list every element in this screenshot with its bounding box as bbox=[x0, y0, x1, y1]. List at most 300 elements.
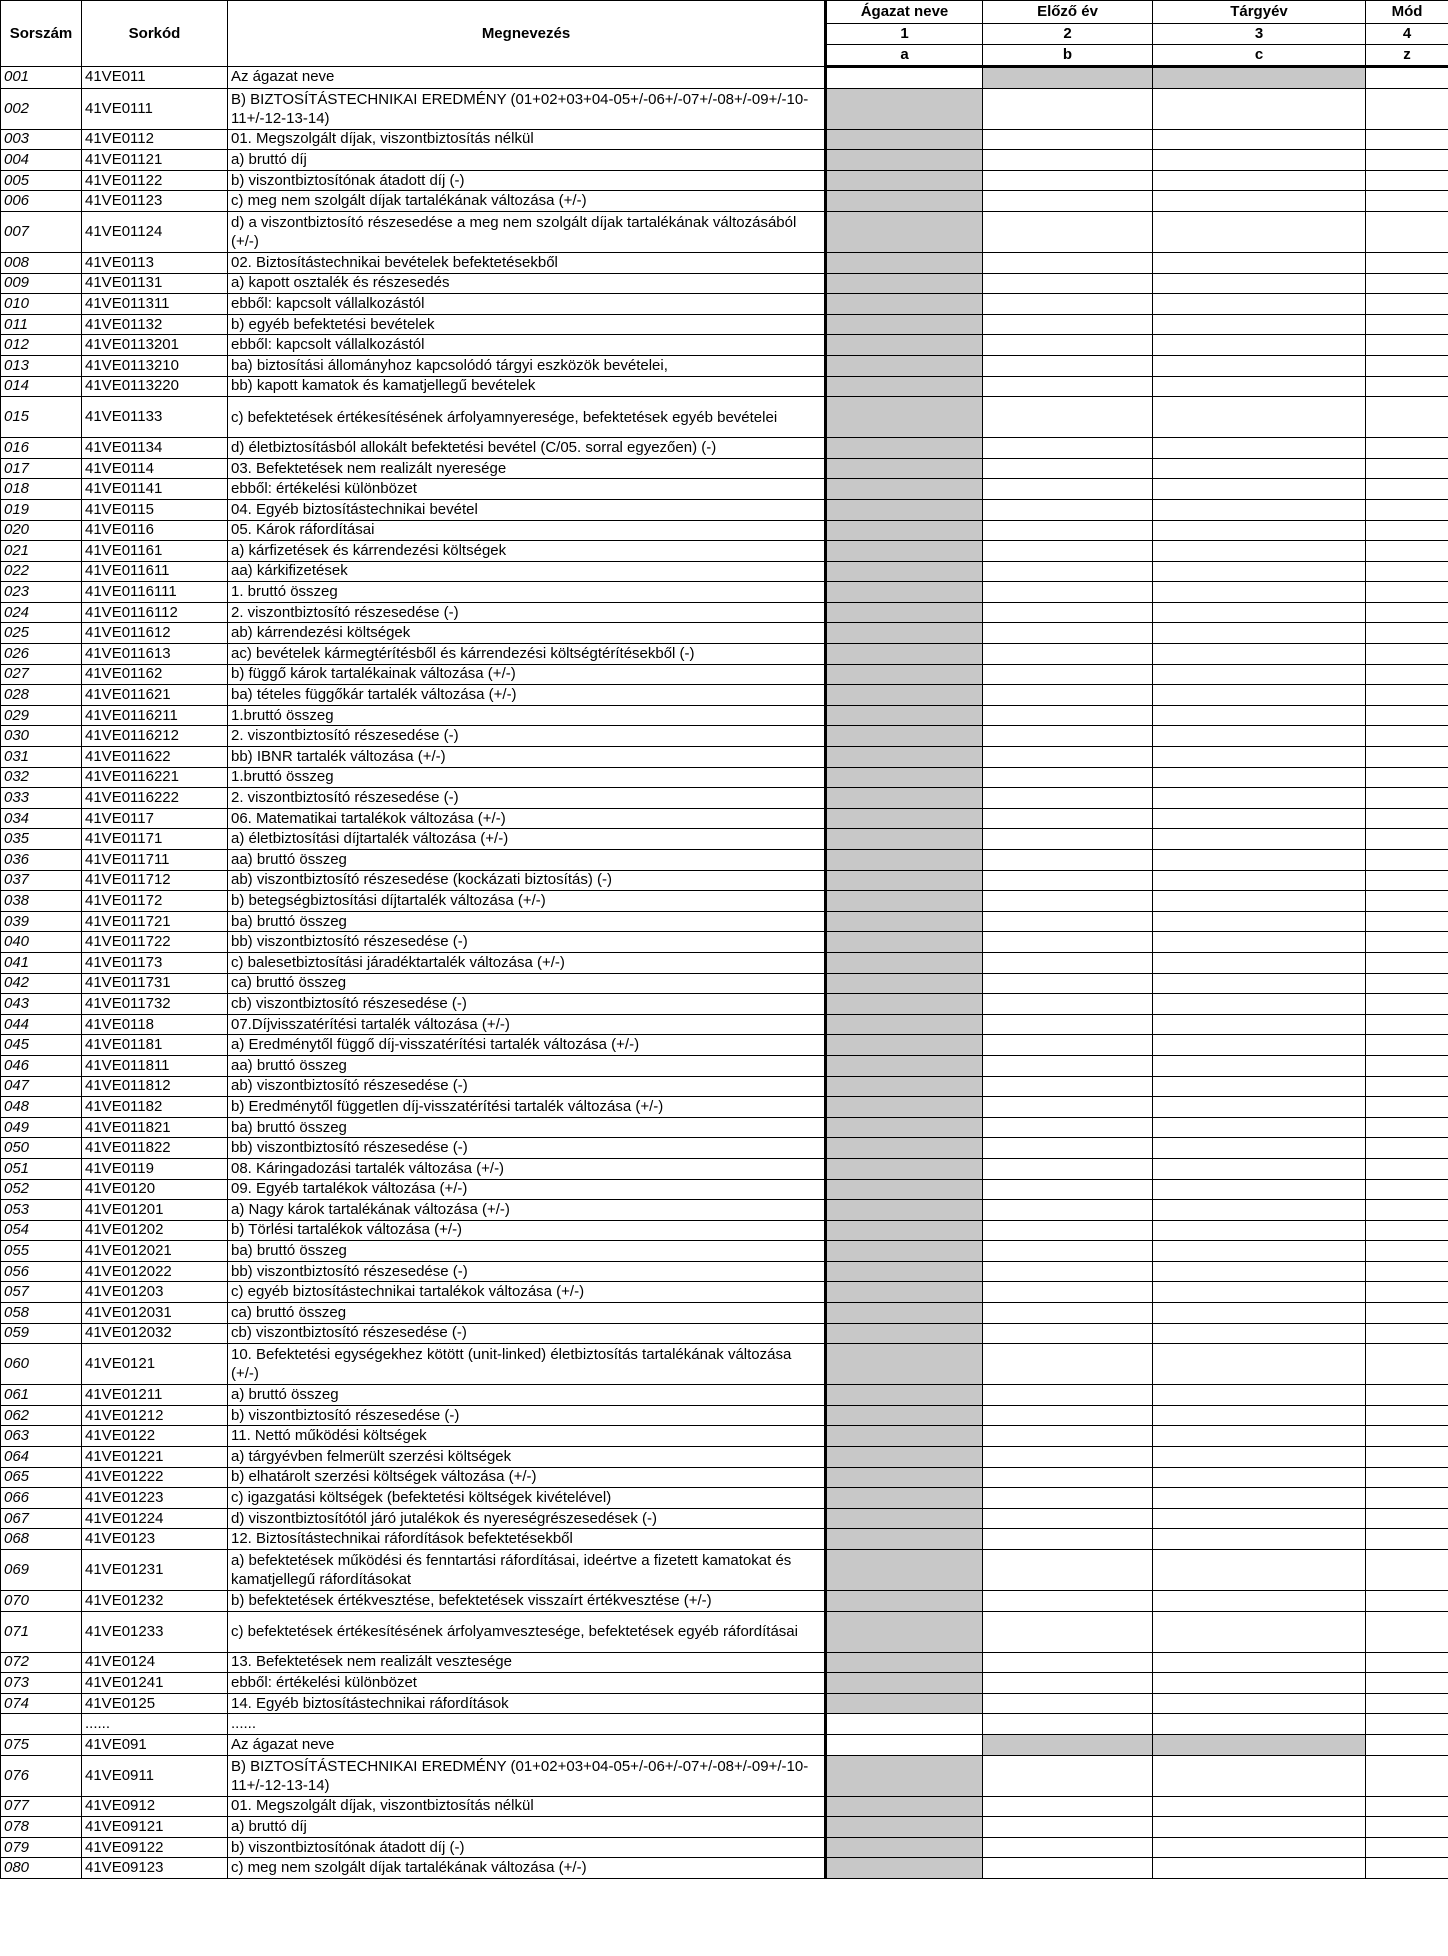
value-cell[interactable] bbox=[1153, 1488, 1366, 1509]
value-cell[interactable] bbox=[1366, 850, 1448, 871]
value-cell[interactable] bbox=[983, 397, 1153, 438]
value-cell[interactable] bbox=[1153, 1508, 1366, 1529]
value-cell[interactable] bbox=[1366, 602, 1448, 623]
value-cell[interactable] bbox=[1153, 1097, 1366, 1118]
value-cell[interactable] bbox=[826, 685, 983, 706]
value-cell[interactable] bbox=[826, 767, 983, 788]
value-cell[interactable] bbox=[983, 499, 1153, 520]
value-cell[interactable] bbox=[983, 1734, 1153, 1755]
value-cell[interactable] bbox=[1153, 1344, 1366, 1385]
value-cell[interactable] bbox=[1153, 67, 1366, 89]
value-cell[interactable] bbox=[983, 438, 1153, 459]
value-cell[interactable] bbox=[1366, 1734, 1448, 1755]
value-cell[interactable] bbox=[1366, 1652, 1448, 1673]
value-cell[interactable] bbox=[1366, 1138, 1448, 1159]
value-cell[interactable] bbox=[983, 685, 1153, 706]
value-cell[interactable] bbox=[1366, 1405, 1448, 1426]
value-cell[interactable] bbox=[1366, 685, 1448, 706]
value-cell[interactable] bbox=[1366, 1858, 1448, 1879]
value-cell[interactable] bbox=[1366, 129, 1448, 150]
value-cell[interactable] bbox=[1153, 1385, 1366, 1406]
value-cell[interactable] bbox=[1366, 767, 1448, 788]
value-cell[interactable] bbox=[826, 1117, 983, 1138]
value-cell[interactable] bbox=[983, 1076, 1153, 1097]
value-cell[interactable] bbox=[983, 273, 1153, 294]
value-cell[interactable] bbox=[826, 1179, 983, 1200]
value-cell[interactable] bbox=[1153, 891, 1366, 912]
value-cell[interactable] bbox=[1366, 1282, 1448, 1303]
value-cell[interactable] bbox=[983, 1529, 1153, 1550]
value-cell[interactable] bbox=[826, 850, 983, 871]
value-cell[interactable] bbox=[1366, 1200, 1448, 1221]
value-cell[interactable] bbox=[1153, 499, 1366, 520]
value-cell[interactable] bbox=[826, 1447, 983, 1468]
value-cell[interactable] bbox=[826, 335, 983, 356]
value-cell[interactable] bbox=[1366, 891, 1448, 912]
value-cell[interactable] bbox=[1153, 479, 1366, 500]
value-cell[interactable] bbox=[983, 1652, 1153, 1673]
value-cell[interactable] bbox=[1366, 541, 1448, 562]
value-cell[interactable] bbox=[1153, 664, 1366, 685]
value-cell[interactable] bbox=[983, 644, 1153, 665]
value-cell[interactable] bbox=[1366, 1837, 1448, 1858]
value-cell[interactable] bbox=[826, 1488, 983, 1509]
value-cell[interactable] bbox=[1366, 994, 1448, 1015]
value-cell[interactable] bbox=[983, 664, 1153, 685]
value-cell[interactable] bbox=[1366, 1241, 1448, 1262]
value-cell[interactable] bbox=[826, 932, 983, 953]
value-cell[interactable] bbox=[826, 1385, 983, 1406]
value-cell[interactable] bbox=[1153, 1035, 1366, 1056]
value-cell[interactable] bbox=[1366, 973, 1448, 994]
value-cell[interactable] bbox=[1153, 170, 1366, 191]
value-cell[interactable] bbox=[826, 541, 983, 562]
value-cell[interactable] bbox=[983, 850, 1153, 871]
value-cell[interactable] bbox=[826, 1261, 983, 1282]
value-cell[interactable] bbox=[826, 191, 983, 212]
value-cell[interactable] bbox=[1153, 1817, 1366, 1838]
value-cell[interactable] bbox=[826, 129, 983, 150]
value-cell[interactable] bbox=[826, 1693, 983, 1714]
value-cell[interactable] bbox=[1153, 1673, 1366, 1694]
value-cell[interactable] bbox=[983, 191, 1153, 212]
value-cell[interactable] bbox=[826, 891, 983, 912]
value-cell[interactable] bbox=[983, 1220, 1153, 1241]
value-cell[interactable] bbox=[983, 1055, 1153, 1076]
value-cell[interactable] bbox=[983, 294, 1153, 315]
value-cell[interactable] bbox=[826, 911, 983, 932]
value-cell[interactable] bbox=[983, 479, 1153, 500]
value-cell[interactable] bbox=[1366, 1817, 1448, 1838]
value-cell[interactable] bbox=[983, 726, 1153, 747]
value-cell[interactable] bbox=[1153, 129, 1366, 150]
value-cell[interactable] bbox=[1366, 499, 1448, 520]
value-cell[interactable] bbox=[826, 1035, 983, 1056]
value-cell[interactable] bbox=[1366, 829, 1448, 850]
value-cell[interactable] bbox=[983, 1467, 1153, 1488]
value-cell[interactable] bbox=[983, 952, 1153, 973]
value-cell[interactable] bbox=[826, 1282, 983, 1303]
value-cell[interactable] bbox=[826, 1323, 983, 1344]
value-cell[interactable] bbox=[1153, 747, 1366, 768]
value-cell[interactable] bbox=[1153, 623, 1366, 644]
value-cell[interactable] bbox=[1366, 150, 1448, 171]
value-cell[interactable] bbox=[826, 252, 983, 273]
value-cell[interactable] bbox=[1153, 1303, 1366, 1324]
value-cell[interactable] bbox=[826, 973, 983, 994]
value-cell[interactable] bbox=[983, 808, 1153, 829]
value-cell[interactable] bbox=[1366, 458, 1448, 479]
value-cell[interactable] bbox=[826, 705, 983, 726]
value-cell[interactable] bbox=[1153, 1734, 1366, 1755]
value-cell[interactable] bbox=[983, 88, 1153, 129]
value-cell[interactable] bbox=[983, 623, 1153, 644]
value-cell[interactable] bbox=[1366, 870, 1448, 891]
value-cell[interactable] bbox=[1366, 191, 1448, 212]
value-cell[interactable] bbox=[1366, 582, 1448, 603]
value-cell[interactable] bbox=[1366, 1385, 1448, 1406]
value-cell[interactable] bbox=[983, 211, 1153, 252]
value-cell[interactable] bbox=[983, 1591, 1153, 1612]
value-cell[interactable] bbox=[1366, 355, 1448, 376]
value-cell[interactable] bbox=[1366, 1755, 1448, 1796]
value-cell[interactable] bbox=[983, 1693, 1153, 1714]
value-cell[interactable] bbox=[983, 150, 1153, 171]
value-cell[interactable] bbox=[1366, 1611, 1448, 1652]
value-cell[interactable] bbox=[983, 1261, 1153, 1282]
value-cell[interactable] bbox=[983, 1488, 1153, 1509]
value-cell[interactable] bbox=[1153, 973, 1366, 994]
value-cell[interactable] bbox=[826, 1755, 983, 1796]
value-cell[interactable] bbox=[1153, 1467, 1366, 1488]
value-cell[interactable] bbox=[826, 1138, 983, 1159]
value-cell[interactable] bbox=[1366, 1467, 1448, 1488]
value-cell[interactable] bbox=[1366, 1693, 1448, 1714]
value-cell[interactable] bbox=[826, 1529, 983, 1550]
value-cell[interactable] bbox=[1153, 952, 1366, 973]
value-cell[interactable] bbox=[1153, 1138, 1366, 1159]
value-cell[interactable] bbox=[1366, 1591, 1448, 1612]
value-cell[interactable] bbox=[1153, 252, 1366, 273]
value-cell[interactable] bbox=[1153, 335, 1366, 356]
value-cell[interactable] bbox=[983, 1447, 1153, 1468]
value-cell[interactable] bbox=[1153, 685, 1366, 706]
value-cell[interactable] bbox=[983, 458, 1153, 479]
value-cell[interactable] bbox=[983, 602, 1153, 623]
value-cell[interactable] bbox=[826, 808, 983, 829]
value-cell[interactable] bbox=[1153, 211, 1366, 252]
value-cell[interactable] bbox=[1153, 994, 1366, 1015]
value-cell[interactable] bbox=[1366, 438, 1448, 459]
value-cell[interactable] bbox=[1366, 1179, 1448, 1200]
value-cell[interactable] bbox=[826, 664, 983, 685]
value-cell[interactable] bbox=[826, 438, 983, 459]
value-cell[interactable] bbox=[1366, 1220, 1448, 1241]
value-cell[interactable] bbox=[1153, 314, 1366, 335]
value-cell[interactable] bbox=[983, 870, 1153, 891]
value-cell[interactable] bbox=[1153, 1755, 1366, 1796]
value-cell[interactable] bbox=[826, 1837, 983, 1858]
value-cell[interactable] bbox=[983, 1014, 1153, 1035]
value-cell[interactable] bbox=[826, 1550, 983, 1591]
value-cell[interactable] bbox=[983, 1426, 1153, 1447]
value-cell[interactable] bbox=[1366, 1117, 1448, 1138]
value-cell[interactable] bbox=[983, 1755, 1153, 1796]
value-cell[interactable] bbox=[983, 1323, 1153, 1344]
value-cell[interactable] bbox=[1366, 335, 1448, 356]
value-cell[interactable] bbox=[1153, 1796, 1366, 1817]
value-cell[interactable] bbox=[983, 1200, 1153, 1221]
value-cell[interactable] bbox=[826, 170, 983, 191]
value-cell[interactable] bbox=[983, 1837, 1153, 1858]
value-cell[interactable] bbox=[1153, 355, 1366, 376]
value-cell[interactable] bbox=[826, 1200, 983, 1221]
value-cell[interactable] bbox=[983, 788, 1153, 809]
value-cell[interactable] bbox=[826, 1344, 983, 1385]
value-cell[interactable] bbox=[826, 1158, 983, 1179]
value-cell[interactable] bbox=[826, 1426, 983, 1447]
value-cell[interactable] bbox=[1153, 1158, 1366, 1179]
value-cell[interactable] bbox=[1366, 211, 1448, 252]
value-cell[interactable] bbox=[983, 1282, 1153, 1303]
value-cell[interactable] bbox=[1153, 1117, 1366, 1138]
value-cell[interactable] bbox=[1366, 1673, 1448, 1694]
value-cell[interactable] bbox=[1153, 438, 1366, 459]
value-cell[interactable] bbox=[983, 994, 1153, 1015]
value-cell[interactable] bbox=[1153, 602, 1366, 623]
value-cell[interactable] bbox=[1366, 252, 1448, 273]
value-cell[interactable] bbox=[1366, 1055, 1448, 1076]
value-cell[interactable] bbox=[826, 870, 983, 891]
value-cell[interactable] bbox=[983, 314, 1153, 335]
value-cell[interactable] bbox=[1153, 1591, 1366, 1612]
value-cell[interactable] bbox=[1153, 1220, 1366, 1241]
value-cell[interactable] bbox=[1366, 644, 1448, 665]
value-cell[interactable] bbox=[983, 170, 1153, 191]
value-cell[interactable] bbox=[1153, 1014, 1366, 1035]
value-cell[interactable] bbox=[1366, 1014, 1448, 1035]
value-cell[interactable] bbox=[1366, 88, 1448, 129]
value-cell[interactable] bbox=[983, 1508, 1153, 1529]
value-cell[interactable] bbox=[983, 67, 1153, 89]
value-cell[interactable] bbox=[1366, 623, 1448, 644]
value-cell[interactable] bbox=[826, 314, 983, 335]
value-cell[interactable] bbox=[826, 150, 983, 171]
value-cell[interactable] bbox=[1153, 273, 1366, 294]
value-cell[interactable] bbox=[1153, 1261, 1366, 1282]
value-cell[interactable] bbox=[1366, 1261, 1448, 1282]
value-cell[interactable] bbox=[1366, 67, 1448, 89]
value-cell[interactable] bbox=[983, 1817, 1153, 1838]
value-cell[interactable] bbox=[1153, 726, 1366, 747]
value-cell[interactable] bbox=[983, 252, 1153, 273]
value-cell[interactable] bbox=[983, 1673, 1153, 1694]
value-cell[interactable] bbox=[826, 1734, 983, 1755]
value-cell[interactable] bbox=[826, 67, 983, 89]
value-cell[interactable] bbox=[983, 561, 1153, 582]
value-cell[interactable] bbox=[983, 1858, 1153, 1879]
value-cell[interactable] bbox=[1153, 88, 1366, 129]
value-cell[interactable] bbox=[1366, 788, 1448, 809]
value-cell[interactable] bbox=[983, 520, 1153, 541]
value-cell[interactable] bbox=[826, 294, 983, 315]
value-cell[interactable] bbox=[1366, 664, 1448, 685]
value-cell[interactable] bbox=[826, 788, 983, 809]
value-cell[interactable] bbox=[1153, 767, 1366, 788]
value-cell[interactable] bbox=[1366, 1447, 1448, 1468]
value-cell[interactable] bbox=[1366, 726, 1448, 747]
value-cell[interactable] bbox=[1153, 150, 1366, 171]
value-cell[interactable] bbox=[1366, 932, 1448, 953]
value-cell[interactable] bbox=[826, 1014, 983, 1035]
value-cell[interactable] bbox=[1366, 314, 1448, 335]
value-cell[interactable] bbox=[983, 891, 1153, 912]
value-cell[interactable] bbox=[983, 932, 1153, 953]
value-cell[interactable] bbox=[983, 541, 1153, 562]
value-cell[interactable] bbox=[826, 211, 983, 252]
value-cell[interactable] bbox=[826, 623, 983, 644]
value-cell[interactable] bbox=[826, 1817, 983, 1838]
value-cell[interactable] bbox=[1153, 397, 1366, 438]
value-cell[interactable] bbox=[826, 1652, 983, 1673]
value-cell[interactable] bbox=[1366, 1035, 1448, 1056]
value-cell[interactable] bbox=[1366, 1550, 1448, 1591]
value-cell[interactable] bbox=[983, 355, 1153, 376]
value-cell[interactable] bbox=[1366, 952, 1448, 973]
value-cell[interactable] bbox=[826, 499, 983, 520]
value-cell[interactable] bbox=[826, 1673, 983, 1694]
value-cell[interactable] bbox=[983, 973, 1153, 994]
value-cell[interactable] bbox=[1153, 1200, 1366, 1221]
value-cell[interactable] bbox=[1153, 1055, 1366, 1076]
value-cell[interactable] bbox=[1366, 1508, 1448, 1529]
value-cell[interactable] bbox=[1153, 911, 1366, 932]
value-cell[interactable] bbox=[826, 1467, 983, 1488]
value-cell[interactable] bbox=[983, 1550, 1153, 1591]
value-cell[interactable] bbox=[1153, 870, 1366, 891]
value-cell[interactable] bbox=[983, 1097, 1153, 1118]
value-cell[interactable] bbox=[1153, 541, 1366, 562]
value-cell[interactable] bbox=[1153, 191, 1366, 212]
value-cell[interactable] bbox=[1153, 1323, 1366, 1344]
value-cell[interactable] bbox=[826, 376, 983, 397]
value-cell[interactable] bbox=[983, 705, 1153, 726]
value-cell[interactable] bbox=[983, 1035, 1153, 1056]
value-cell[interactable] bbox=[826, 1303, 983, 1324]
value-cell[interactable] bbox=[983, 1796, 1153, 1817]
value-cell[interactable] bbox=[1366, 376, 1448, 397]
value-cell[interactable] bbox=[1153, 850, 1366, 871]
value-cell[interactable] bbox=[1153, 1405, 1366, 1426]
value-cell[interactable] bbox=[1153, 1652, 1366, 1673]
value-cell[interactable] bbox=[983, 335, 1153, 356]
value-cell[interactable] bbox=[1366, 520, 1448, 541]
value-cell[interactable] bbox=[826, 273, 983, 294]
value-cell[interactable] bbox=[1153, 458, 1366, 479]
value-cell[interactable] bbox=[1153, 932, 1366, 953]
value-cell[interactable] bbox=[826, 582, 983, 603]
value-cell[interactable] bbox=[1366, 1076, 1448, 1097]
value-cell[interactable] bbox=[1153, 788, 1366, 809]
value-cell[interactable] bbox=[983, 1179, 1153, 1200]
value-cell[interactable] bbox=[983, 1611, 1153, 1652]
value-cell[interactable] bbox=[1366, 808, 1448, 829]
value-cell[interactable] bbox=[1153, 1611, 1366, 1652]
value-cell[interactable] bbox=[826, 829, 983, 850]
value-cell[interactable] bbox=[826, 726, 983, 747]
value-cell[interactable] bbox=[983, 1117, 1153, 1138]
value-cell[interactable] bbox=[826, 1076, 983, 1097]
value-cell[interactable] bbox=[826, 479, 983, 500]
value-cell[interactable] bbox=[1153, 1282, 1366, 1303]
value-cell[interactable] bbox=[1366, 1426, 1448, 1447]
value-cell[interactable] bbox=[1153, 1550, 1366, 1591]
value-cell[interactable] bbox=[983, 1158, 1153, 1179]
value-cell[interactable] bbox=[983, 911, 1153, 932]
value-cell[interactable] bbox=[983, 767, 1153, 788]
value-cell[interactable] bbox=[826, 1508, 983, 1529]
value-cell[interactable] bbox=[826, 747, 983, 768]
value-cell[interactable] bbox=[826, 1858, 983, 1879]
value-cell[interactable] bbox=[826, 520, 983, 541]
value-cell[interactable] bbox=[1366, 1097, 1448, 1118]
value-cell[interactable] bbox=[1153, 808, 1366, 829]
value-cell[interactable] bbox=[1366, 561, 1448, 582]
value-cell[interactable] bbox=[983, 1303, 1153, 1324]
value-cell[interactable] bbox=[826, 644, 983, 665]
value-cell[interactable] bbox=[1153, 1241, 1366, 1262]
value-cell[interactable] bbox=[983, 376, 1153, 397]
value-cell[interactable] bbox=[983, 1241, 1153, 1262]
value-cell[interactable] bbox=[1366, 1488, 1448, 1509]
value-cell[interactable] bbox=[1366, 479, 1448, 500]
value-cell[interactable] bbox=[983, 1385, 1153, 1406]
value-cell[interactable] bbox=[826, 561, 983, 582]
value-cell[interactable] bbox=[1153, 1426, 1366, 1447]
value-cell[interactable] bbox=[1153, 1076, 1366, 1097]
value-cell[interactable] bbox=[1366, 294, 1448, 315]
value-cell[interactable] bbox=[1366, 911, 1448, 932]
value-cell[interactable] bbox=[1366, 170, 1448, 191]
value-cell[interactable] bbox=[826, 1055, 983, 1076]
value-cell[interactable] bbox=[1153, 582, 1366, 603]
value-cell[interactable] bbox=[1366, 1323, 1448, 1344]
value-cell[interactable] bbox=[826, 1097, 983, 1118]
value-cell[interactable] bbox=[983, 1138, 1153, 1159]
value-cell[interactable] bbox=[826, 994, 983, 1015]
value-cell[interactable] bbox=[1153, 829, 1366, 850]
value-cell[interactable] bbox=[826, 88, 983, 129]
value-cell[interactable] bbox=[1153, 520, 1366, 541]
value-cell[interactable] bbox=[1366, 705, 1448, 726]
value-cell[interactable] bbox=[826, 1591, 983, 1612]
value-cell[interactable] bbox=[983, 582, 1153, 603]
value-cell[interactable] bbox=[1366, 1158, 1448, 1179]
value-cell[interactable] bbox=[1153, 705, 1366, 726]
value-cell[interactable] bbox=[1153, 376, 1366, 397]
value-cell[interactable] bbox=[826, 355, 983, 376]
value-cell[interactable] bbox=[1366, 397, 1448, 438]
value-cell[interactable] bbox=[1366, 1344, 1448, 1385]
value-cell[interactable] bbox=[826, 397, 983, 438]
value-cell[interactable] bbox=[1366, 1529, 1448, 1550]
value-cell[interactable] bbox=[826, 602, 983, 623]
value-cell[interactable] bbox=[1366, 1303, 1448, 1324]
value-cell[interactable] bbox=[983, 1344, 1153, 1385]
value-cell[interactable] bbox=[826, 1220, 983, 1241]
value-cell[interactable] bbox=[1366, 273, 1448, 294]
value-cell[interactable] bbox=[983, 1405, 1153, 1426]
